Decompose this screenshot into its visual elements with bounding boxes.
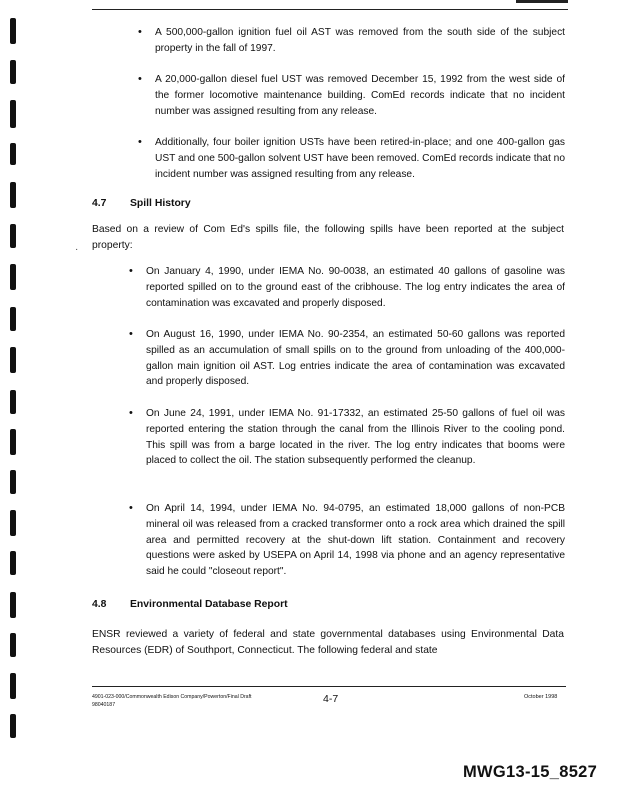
bullet-marker: •	[138, 73, 142, 85]
section-heading	[92, 599, 288, 610]
spill-entry: On April 14, 1994, under IEMA No. 94-0795, an estimated 18,000 gallons of non-PCB mineral oil was released from a cracked transformer onto a rock area which drained the spill area and permitted recovery at the shut-down lift station. Containment and recovery questions were asked by USEPA on April 14, 1998 via phone and an agency representative said he could "closeout report".	[146, 503, 565, 578]
binder-mark	[10, 224, 16, 248]
binder-mark	[10, 390, 16, 414]
binder-mark	[10, 60, 16, 84]
spill-entry: On June 24, 1991, under IEMA No. 91-17332, an estimated 25-50 gallons of fuel oil was reported entering the station through the canal from the Illinois River to the cooling pond. This spill was from a barge located in the river. The log entry indicates that booms were placed to collect the oil. The station subsequently performed the cleanup.	[146, 408, 565, 467]
footer-rule	[92, 686, 566, 687]
spill-entry: On January 4, 1990, under IEMA No. 90-0038, an estimated 40 gallons of gasoline was reported spilled on to the ground east of the cribhouse. The log entry indicates the area of contamination was excavated and properly disposed.	[146, 266, 565, 309]
binder-mark	[10, 264, 16, 290]
section-title: Environmental Database Report	[130, 599, 288, 610]
section-title: Spill History	[130, 198, 191, 209]
binder-mark	[10, 470, 16, 494]
binder-mark	[10, 592, 16, 618]
bullet-item: A 500,000-gallon ignition fuel oil AST was removed from the south side of the subject property in the fall of 1997.	[155, 27, 565, 54]
bullet-marker: •	[129, 407, 133, 419]
header-mark	[516, 0, 568, 3]
binder-mark	[10, 347, 16, 373]
binder-mark	[10, 429, 16, 455]
footer-doc-number: 98040187	[92, 702, 116, 708]
header-rule	[92, 9, 568, 10]
bullet-item: Additionally, four boiler ignition USTs have been retired-in-place; and one 400-gallon gas UST and one 500-gallon solvent UST have been removed. ComEd records indicate that no incident number was assigned resulting from any release.	[155, 137, 565, 180]
binder-mark	[10, 100, 16, 128]
bullet-marker: •	[138, 26, 142, 38]
binder-mark	[10, 714, 16, 738]
section-text: ENSR reviewed a variety of federal and state governmental databases using Environmental Data Resources (EDR) of Southport, Connecticut. The following federal and state	[92, 629, 564, 656]
footer-file-reference	[92, 693, 332, 709]
bullet-item: A 20,000-gallon diesel fuel UST was removed December 15, 1992 from the west side of the former locomotive maintenance building. ComEd records indicate that no incident number was assigned resulting from any release.	[155, 74, 565, 117]
binder-mark	[10, 143, 16, 165]
binder-mark	[10, 510, 16, 536]
section-number: 4.8	[92, 599, 107, 610]
footer-file-path: 4901-023-000/Commonwealth Edison Company/Powerton/Final Draft	[92, 694, 252, 700]
binder-mark	[10, 18, 16, 44]
stray-mark: ·	[75, 244, 79, 255]
section-heading	[92, 198, 191, 209]
binder-mark	[10, 673, 16, 699]
binder-mark	[10, 182, 16, 208]
footer-date: October 1998	[524, 694, 558, 700]
bullet-marker: •	[129, 265, 133, 277]
page-number: 4-7	[323, 693, 339, 705]
bullet-marker: •	[129, 502, 133, 514]
binder-mark	[10, 307, 16, 331]
bullet-marker: •	[129, 328, 133, 340]
section-intro: Based on a review of Com Ed's spills file, the following spills have been reported at the subject property:	[92, 224, 564, 251]
binder-mark	[10, 633, 16, 657]
bullet-marker: •	[138, 136, 142, 148]
section-number: 4.7	[92, 198, 107, 209]
spill-entry: On August 16, 1990, under IEMA No. 90-2354, an estimated 50-60 gallons was reported spilled as an accumulation of small spills on to the ground from unloading of the 400,000-gallon main ignition oil AST. Log entries indicate the area of contamination was excavated and properly disposed.	[146, 329, 565, 388]
bates-stamp: MWG13-15_8527	[463, 763, 598, 781]
binder-mark	[10, 551, 16, 575]
